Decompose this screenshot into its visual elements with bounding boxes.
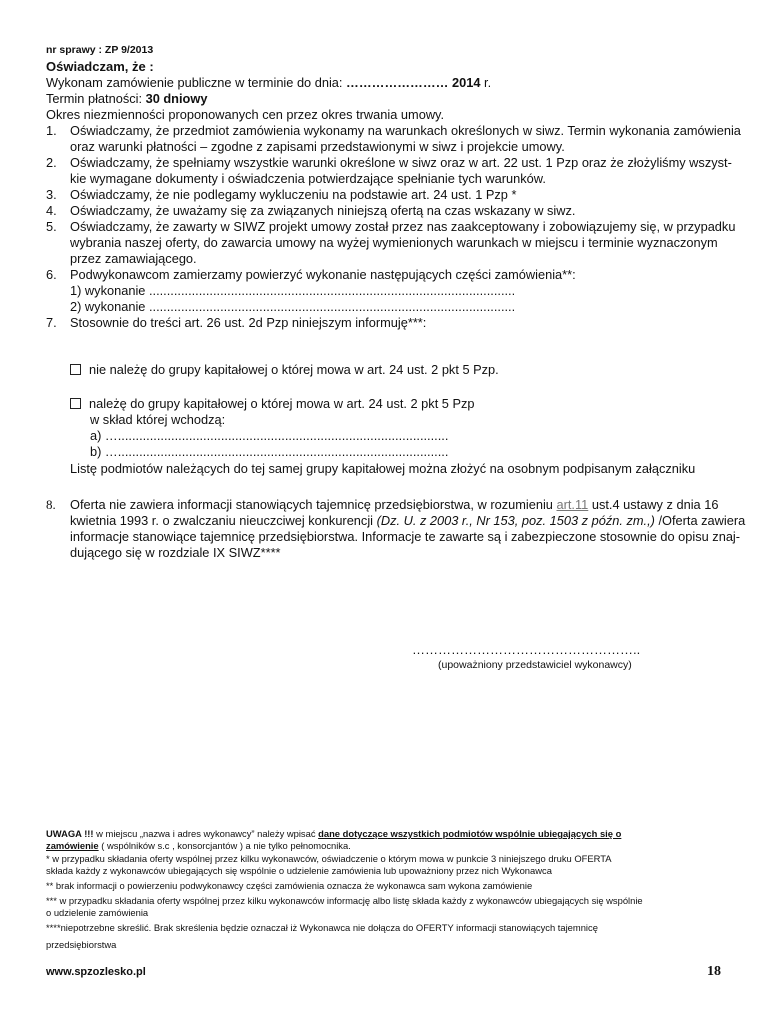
item-8-line-2: kwietnia 1993 r. o zwalczaniu nieuczciwej konkurencji (Dz. U. z 2003 r., Nr 153, poz. 1503 z późn. zm.,) /Oferta zawiera	[70, 513, 746, 528]
item-number: 7.	[46, 315, 57, 330]
member-a: a) ….............................................................................................	[90, 428, 449, 443]
item-line: oraz warunki płatności – zgodne z zapisami przedstawionymi w siwz i projekcie umowy.	[70, 139, 565, 154]
footnote-1b: składa każdy z wykonawców ubiegających się wspólnie o udzielenie zamówienia lub upoważniony przez nich Wykonawca	[46, 865, 552, 876]
item-8-number: 8.	[46, 497, 56, 512]
deadline-line: Wykonam zamówienie publiczne w terminie do dnia: …………………… 2014 r.	[46, 75, 492, 90]
item-line: wybrania naszej oferty, do zawarcia umowy na wyżej wymienionych warunkach w miejscu i terminie wyznaczonym	[70, 235, 718, 250]
footnote-3a: *** w przypadku składania oferty wspólnej przez kilku wykonawców informację albo listę składa każdy z wykonawców ubiegających się wspólnie	[46, 895, 643, 906]
item-number: 1.	[46, 123, 57, 138]
item-8-line-1: Oferta nie zawiera informacji stanowiących tajemnicę przedsiębiorstwa, w rozumieniu art.11 ust.4 ustawy z dnia 16	[70, 497, 719, 512]
item-line: Oświadczamy, że spełniamy wszystkie warunki określone w siwz oraz w art. 22 ust. 1 Pzp oraz że złożyliśmy wszyst-	[70, 155, 732, 170]
item-number: 3.	[46, 187, 57, 202]
item-line: Oświadczamy, że zawarty w SIWZ projekt umowy został przez nas zaakceptowany i zobowiązujemy się, w przypadku	[70, 219, 736, 234]
member-checkbox[interactable]	[70, 398, 81, 409]
signature-dots: ……………………………………………..	[412, 642, 641, 657]
footnote-3b: o udzielenie zamówienia	[46, 907, 149, 918]
uwaga-line-2: zamówienie ( wspólników s.c , konsorcjantów ) a nie tylko pełnomocnika.	[46, 840, 351, 851]
item-line: Oświadczamy, że przedmiot zamówienia wykonamy na warunkach określonych w siwz. Termin wykonania zamówienia	[70, 123, 741, 138]
item-line: Oświadczamy, że nie podlegamy wykluczeniu na podstawie art. 24 ust. 1 Pzp *	[70, 187, 517, 202]
footnote-1a: * w przypadku składania oferty wspólnej przez kilku wykonawców, oświadczenie o którym mowa w punkcie 3 niniejszego druku OFERTA	[46, 853, 612, 864]
item-line: kie wymagane dokumenty i oświadczenia potwierdzające spełnianie tych warunków.	[70, 171, 546, 186]
declare-heading: Oświadczam, że :	[46, 59, 154, 74]
item-number: 5.	[46, 219, 57, 234]
option-member: należę do grupy kapitałowej o której mowa w art. 24 ust. 2 pkt 5 Pzp	[70, 396, 475, 412]
item-8-line-4: dującego się w rozdziale IX SIWZ****	[70, 545, 281, 560]
signature-label: (upoważniony przedstawiciel wykonawcy)	[438, 659, 632, 671]
item-line: Stosownie do treści art. 26 ust. 2d Pzp niniejszym informuję***:	[70, 315, 427, 330]
item-line: Oświadczamy, że uważamy się za związanych niniejszą ofertą na czas wskazany w siwz.	[70, 203, 576, 218]
art11-link[interactable]: art.11	[556, 497, 589, 512]
prices-line: Okres niezmienności proponowanych cen przez okres trwania umowy.	[46, 107, 445, 122]
uwaga-line-1: UWAGA !!! w miejscu „nazwa i adres wykonawcy” należy wpisać dane dotyczące wszystkich podmiotów wspólnie ubiegających się o	[46, 828, 622, 839]
item-line: Podwykonawcom zamierzamy powierzyć wykonanie następujących części zamówienia**:	[70, 267, 576, 282]
not-member-checkbox[interactable]	[70, 364, 81, 375]
item-8-line-3: informacje stanowiące tajemnicę przedsiębiorstwa. Informacje te zawarte są i zabezpieczone stosownie do opisu znaj-	[70, 529, 741, 544]
page-number: 18	[707, 964, 721, 979]
item-number: 6.	[46, 267, 57, 282]
footnote-4a: ****niepotrzebne skreślić. Brak skreślenia będzie oznaczał iż Wykonawca nie dołącza do OFERTY informacji stanowiących tajemnicę	[46, 922, 598, 933]
member-sub: w skład której wchodzą:	[90, 412, 226, 427]
item-line: przez zamawiającego.	[70, 251, 197, 266]
footnote-4b: przedsiębiorstwa	[46, 939, 117, 950]
member-list-note: Listę podmiotów należących do tej samej grupy kapitałowej można złożyć na osobnym podpisanym załączniku	[70, 461, 696, 476]
item-number: 2.	[46, 155, 57, 170]
footnote-2: ** brak informacji o powierzeniu podwykonawcy części zamówienia oznacza że wykonawca sam wykona zamówienie	[46, 880, 533, 891]
payment-line: Termin płatności: 30 dniowy	[46, 91, 208, 106]
member-b: b) ….............................................................................................	[90, 444, 449, 459]
option-not-member: nie należę do grupy kapitałowej o której mowa w art. 24 ust. 2 pkt 5 Pzp.	[70, 362, 499, 378]
footer-site: www.spzozlesko.pl	[46, 966, 146, 978]
item-line: 2) wykonanie .......................................................................................................	[70, 299, 516, 314]
item-number: 4.	[46, 203, 57, 218]
case-number: nr sprawy : ZP 9/2013	[46, 44, 154, 56]
item-line: 1) wykonanie .......................................................................................................	[70, 283, 516, 298]
